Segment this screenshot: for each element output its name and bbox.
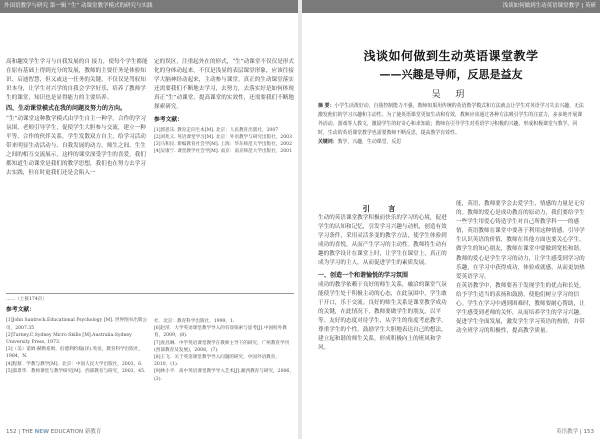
paragraph: 在英语教学中，教师要善于发现学生的优点和长处，给予学生适当的表扬和鼓励，使他们树立学习的信心。学生在学习中遇到困难时，教师要耐心帮助，让学生感受到老师的关怀，从而培养学生的学习兴趣，促进学生全面发展，激发学生学习英语的热情，并带动全班学习的积极性，提高教学质量。 <box>456 282 585 335</box>
magazine-logo: NEW <box>34 429 50 435</box>
right-col2 <box>456 200 590 422</box>
bottom-refs-right <box>154 318 294 418</box>
references-title: 参考文献： <box>154 116 183 123</box>
divider <box>6 293 294 294</box>
right-col1 <box>318 214 448 422</box>
page-gutter <box>298 0 302 439</box>
continued-note: ……（上接174页） <box>6 297 47 302</box>
reference-item: [4]程蔡．学教与教学[M]．北京：中国人民大学出版社，2003，6. <box>6 361 143 367</box>
article-subtitle: ——兴趣是导师，反思是益友 <box>379 68 523 81</box>
footer-left: 152 | THE NEW EDUCATION 新教育 <box>6 429 102 435</box>
reference-item: [1]John Santrock.Educational Psychology [M]. 世界图书出版公司，2007.35 <box>6 318 148 331</box>
reference-item: 社．北京：教育科学出版社，1999，1. <box>154 319 235 324</box>
section-heading: 四、生动课堂模式在我的问题及努力的方向。 <box>6 105 127 113</box>
reference-item: [9]林小平．高中英语课堂教学导入艺术[J].湘西教育与研究，2006，(3). <box>154 369 294 382</box>
abstract-label: 摘 要： <box>318 103 335 109</box>
reference-item: [6]赵萍．大学英语课堂教学导入的有效探索与思考[J].中国校外教育，2009，(8). <box>154 326 287 339</box>
bottom-refs-left <box>6 296 148 416</box>
page-number: 152 <box>6 429 17 435</box>
reference-item: [1]郭思乐. 教育走向生本[M]. 北京：人民教育出版社，2007 <box>154 127 279 133</box>
footer-right: 英语教学 | 153 <box>556 429 594 435</box>
left-col1 <box>6 58 148 290</box>
reference-item: [3]（美）诺姆·赫勒希姆，伯德利约翰(译).英语，教育科学出版社，1984，N. <box>6 347 144 360</box>
paragraph: 能，英语，教师要学会去爱学生，情感的力量是无穷的。教师的爱心是成功教育的原动力，我们要给学生一些学生用爱心铸造学生对自己所教学科一一的感情，英语教师在课堂中要善于利用这种情感，引导学生认识英语的价值，教师在其他方面也要关心学生，做学生的知心朋友，教师在课堂中要做到宽松和谐，教师的爱心是学生学习的动力，让学生感受到学习的乐趣，在学习中获得成功，体验成就感，从而更加热爱英语学习。 <box>456 201 585 280</box>
section-heading: 一、创造一个和谐愉悦的学习氛围 <box>318 271 409 279</box>
author: 吴 玥 <box>431 90 471 100</box>
abstract <box>318 102 586 147</box>
keywords-text: 教学，兴趣，生动课堂，反思 <box>337 139 402 145</box>
references-title: 参考文献： <box>6 307 35 314</box>
paragraph: 成功的教学依赖于良好的师生关系，融洽的课堂气氛能使学生处于积极主动的心态，在此氛围中，学生敢于开口，乐于交流。良好的师生关系是课堂教学成功的关键，在此情况下，教师要做学生的朋友，以平等、友好的态度对待学生，从学生的角度考虑教学，尊重学生的个性，鼓励学生大胆地表达自己的想法，建立起和谐的师生关系，形成积极向上的班风和学风。 <box>318 281 447 352</box>
magazine-prefix: THE <box>21 429 33 435</box>
reference-item: [7]查昌琳．中学英语课堂教学在教师主导下的研究，广州教育学刊(西部教育及发展)，2008，(7). <box>154 340 290 353</box>
article-title: 浅谈如何做到生动英语课堂教学 <box>363 49 539 63</box>
paragraph: 高和趣发学生学习与自我发展的自 接力，使每个学生都能在原有基础上得到充分的发展，教师的主要任务是体验知识、启迪智慧，但又或这一任务的关键，不仅仅是驾驭知识本身，让学生对兴学的自我会学学好乐，培养了教师学生的课堂，知识也是显得能力的主要培养。 <box>6 59 148 102</box>
paragraph: 生动的英语课堂教学积极而快乐的学习的心境，促进学生的认知和记忆，引发学习兴趣与动机，创造有效学习条件，采用灵活多变的教学方法，使学生体验到成功的喜悦，从而产生学习的主动性。教师将生动有趣的教学设计在课堂上时，让学生在课堂上，真正的成为学习的主人，从而促进学生的素质发展。 <box>318 215 447 267</box>
reference-item: [8]王飞．关于英语课堂教学导入问题的研究，中国外语教育，2010，(1). <box>154 355 280 368</box>
abstract-text: 小学生活泼好动，自我控制能力不强，教师如果用传统的英语教学模式和方法就会让学生对英语学习失去兴趣，无法激发他们的学习兴趣和主动性。为了使英语课堂更加生动和有效，教师应该通过各种方法吸引学生的注意力，多多地开展课外活动、游戏等人教文，激励学生的好奇心和求知欲；教师在引导学生对英语学习积极的兴趣，形成积极课堂与教学。同时，生动的英语课堂教学也需要教师不断反思，提高教学有效性。 <box>318 103 584 136</box>
preface-heading: 引 言 <box>362 205 404 213</box>
paragraph: “生”动课堂这种教学模式由学生自主一种学。合作的学习氛围，老师引导学生，促使学生大胆参与交流，建立一种平等、合作的伙伴关系，学生发散双方自主，给学习活动带来明显生动活动与、自我发展的动力，师生之间、生生之间的相互交流展示，这样的课堂深受学生的喜爱，我们都知道生动课堂是我们的教学思想，我们也在努力去学习去实践，但在时更我们还是会陷入一 <box>6 115 146 177</box>
reference-item: [5]邵景华．教师课堂与教学研究[M]．西部教育与研究，2003，45. <box>6 368 146 374</box>
reference-item: [3]马和民. 新编教育社会学[M]. 上海：华东师范大学出版社，2002 <box>154 142 292 148</box>
reference-item: [4]吴康宁. 课堂教学社会学[M]. 南京：南京师范大学出版社，2001 <box>154 149 292 155</box>
paragraph: 定的误区，注重起外在的形式，“生”动课堂不仅仅是形式化的身体动起来，不仅是浅显的表层课堂形象，应该往接学大脑神经动起来，主动参与课堂。真正的生动课堂落实还需要我们不断地去学习，去努力，去落实好是如何体现真正“生”动课堂，提高课堂的实效性，还需要我们不断地探索研究。 <box>154 59 294 111</box>
header-right: 浅谈如何做到生动英语课堂教学 | 英研 <box>302 0 600 13</box>
reference-item: [2]刘兆义. 英语课堂学习[M]. 北京：外语教学与研究出版社，2003 <box>154 134 292 140</box>
reference-item: [2]Turney,C,Sydney Micro Skills [M].Australia:Sydney University Press, 1973. <box>6 332 132 345</box>
header-left: 外国语教学与研究 第一辑 “生” 动课堂教学模式的研究与实践 <box>0 0 298 13</box>
keywords-label: 关键词： <box>318 139 338 145</box>
magazine-suffix: EDUCATION 新教育 <box>50 429 102 435</box>
left-col2 <box>154 58 294 290</box>
